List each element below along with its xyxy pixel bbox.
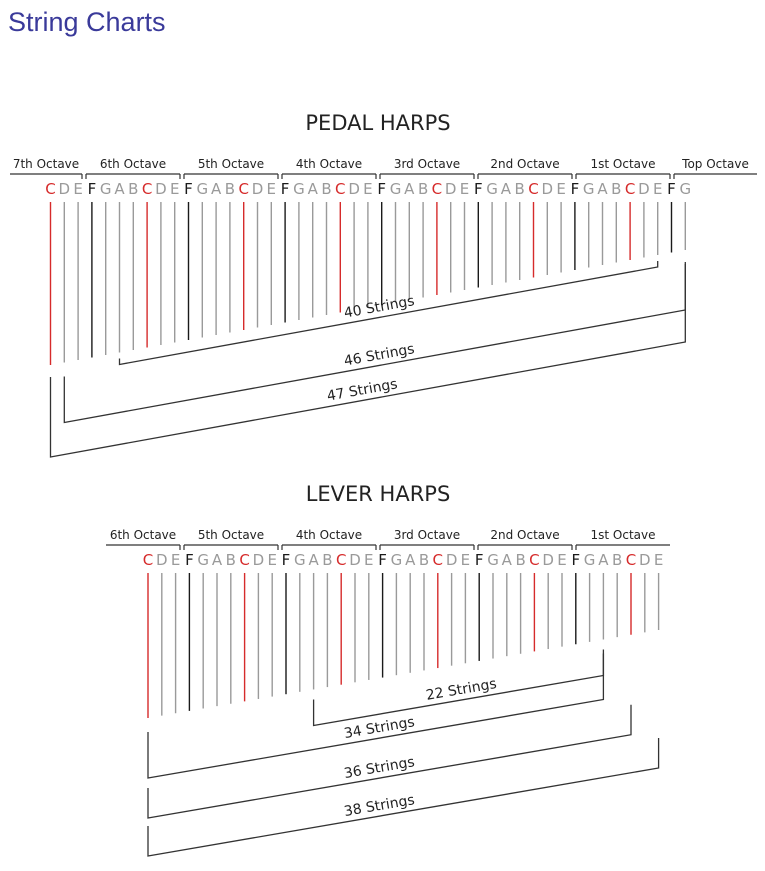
note-label: A [404, 180, 415, 198]
octave-bracket [282, 174, 376, 179]
octave-bracket [674, 174, 757, 179]
note-label: C [624, 180, 636, 198]
note-label: D [156, 551, 168, 569]
octave-label: 6th Octave [109, 528, 177, 542]
string-count-label: 47 Strings [325, 376, 399, 405]
note-label: D [444, 180, 457, 198]
octave-bracket [184, 545, 278, 550]
note-label: B [417, 180, 429, 198]
octave-label: 4th Octave [295, 157, 363, 171]
octave-label: Top Octave [682, 157, 749, 171]
note-label: B [514, 180, 525, 198]
note-label: G [582, 180, 595, 198]
note-label: C [45, 180, 56, 198]
note-label: D [58, 180, 71, 198]
note-label: A [211, 551, 223, 569]
octave-label: 7th Octave [12, 157, 80, 171]
octave-label: 2nd Octave [490, 157, 560, 171]
octave-bracket [184, 174, 278, 179]
note-label: F [87, 180, 97, 198]
lever-harps-section [106, 482, 670, 856]
note-label: D [639, 551, 651, 569]
note-label: B [128, 180, 139, 198]
note-label: B [418, 551, 430, 569]
note-label: F [474, 551, 484, 569]
octave-bracket [576, 545, 670, 550]
note-label: G [196, 180, 209, 198]
octave-bracket [380, 545, 474, 550]
note-label: E [556, 180, 566, 198]
octave-bracket [86, 174, 180, 179]
string-count-label: 38 Strings [342, 792, 416, 821]
octave-bracket [576, 174, 670, 179]
note-label: A [308, 551, 319, 569]
note-label: D [349, 551, 361, 569]
note-label: G [486, 180, 498, 198]
note-label: C [239, 551, 250, 569]
note-label: C [142, 551, 154, 569]
octave-bracket [10, 174, 82, 179]
octave-label: 5th Octave [197, 157, 265, 171]
note-label: A [597, 180, 608, 198]
note-label: A [114, 180, 125, 198]
note-label: F [378, 551, 387, 569]
string-count-label: 36 Strings [342, 754, 416, 783]
note-label: D [348, 180, 360, 198]
note-label: E [557, 551, 567, 569]
note-label: F [281, 551, 291, 569]
note-label: F [377, 180, 387, 198]
note-label: E [267, 551, 277, 569]
note-label: G [293, 180, 305, 198]
note-label: G [389, 180, 402, 198]
note-label: G [487, 551, 499, 569]
note-label: B [322, 551, 333, 569]
page-title: String Charts [8, 7, 166, 37]
note-label: F [570, 180, 580, 198]
note-label: F [185, 551, 194, 569]
note-label: G [390, 551, 403, 569]
note-label: E [169, 180, 180, 198]
string-count-label: 34 Strings [342, 714, 416, 743]
note-label: A [501, 551, 512, 569]
note-label: E [73, 180, 83, 198]
note-label: E [364, 551, 374, 569]
note-label: C [625, 551, 637, 569]
note-label: C [529, 551, 540, 569]
note-label: F [184, 180, 193, 198]
octave-bracket [478, 545, 572, 550]
note-label: B [321, 180, 332, 198]
note-label: C [432, 551, 444, 569]
note-label: A [307, 180, 318, 198]
note-label: C [431, 180, 443, 198]
string-count-label: 40 Strings [342, 293, 416, 322]
note-label: D [638, 180, 650, 198]
note-label: F [667, 180, 676, 198]
note-label: G [99, 180, 112, 198]
note-label: B [612, 551, 623, 569]
octave-label: 6th Octave [99, 157, 167, 171]
note-label: B [225, 551, 236, 569]
note-label: D [252, 551, 265, 569]
note-label: C [238, 180, 249, 198]
note-label: E [652, 180, 663, 198]
note-label: A [598, 551, 609, 569]
string-count-label: 46 Strings [342, 341, 416, 370]
note-label: D [445, 551, 458, 569]
note-label: E [170, 551, 181, 569]
lever-harps-title: LEVER HARPS [305, 482, 451, 506]
note-label: C [335, 551, 347, 569]
note-label: C [141, 180, 153, 198]
note-label: A [210, 180, 222, 198]
note-label: C [528, 180, 539, 198]
octave-label: 5th Octave [197, 528, 265, 542]
octave-bracket [106, 545, 180, 550]
octave-bracket [380, 174, 474, 179]
octave-bracket [282, 545, 376, 550]
note-label: G [583, 551, 596, 569]
pedal-harps-title: PEDAL HARPS [305, 111, 451, 135]
octave-label: 3rd Octave [393, 528, 461, 542]
note-label: E [460, 551, 471, 569]
octave-label: 4th Octave [295, 528, 363, 542]
note-label: C [335, 180, 346, 198]
note-label: D [542, 551, 554, 569]
note-label: D [155, 180, 167, 198]
note-label: F [571, 551, 581, 569]
note-label: E [459, 180, 470, 198]
octave-label: 2nd Octave [490, 528, 560, 542]
octave-label: 1st Octave [590, 528, 656, 542]
note-label: F [280, 180, 290, 198]
octave-label: 3rd Octave [393, 157, 461, 171]
note-label: E [266, 180, 277, 198]
octave-bracket [478, 174, 572, 179]
note-label: E [363, 180, 373, 198]
note-label: G [293, 551, 306, 569]
string-count-label: 22 Strings [424, 675, 498, 704]
note-label: G [679, 180, 692, 198]
note-label: B [224, 180, 236, 198]
note-label: E [653, 551, 664, 569]
note-label: D [541, 180, 554, 198]
note-label: A [405, 551, 416, 569]
note-label: B [515, 551, 526, 569]
note-label: G [197, 551, 210, 569]
note-label: B [611, 180, 622, 198]
octave-label: 1st Octave [590, 157, 656, 171]
note-label: A [500, 180, 512, 198]
note-label: D [251, 180, 264, 198]
pedal-harps-section [10, 111, 757, 457]
note-label: F [473, 180, 483, 198]
